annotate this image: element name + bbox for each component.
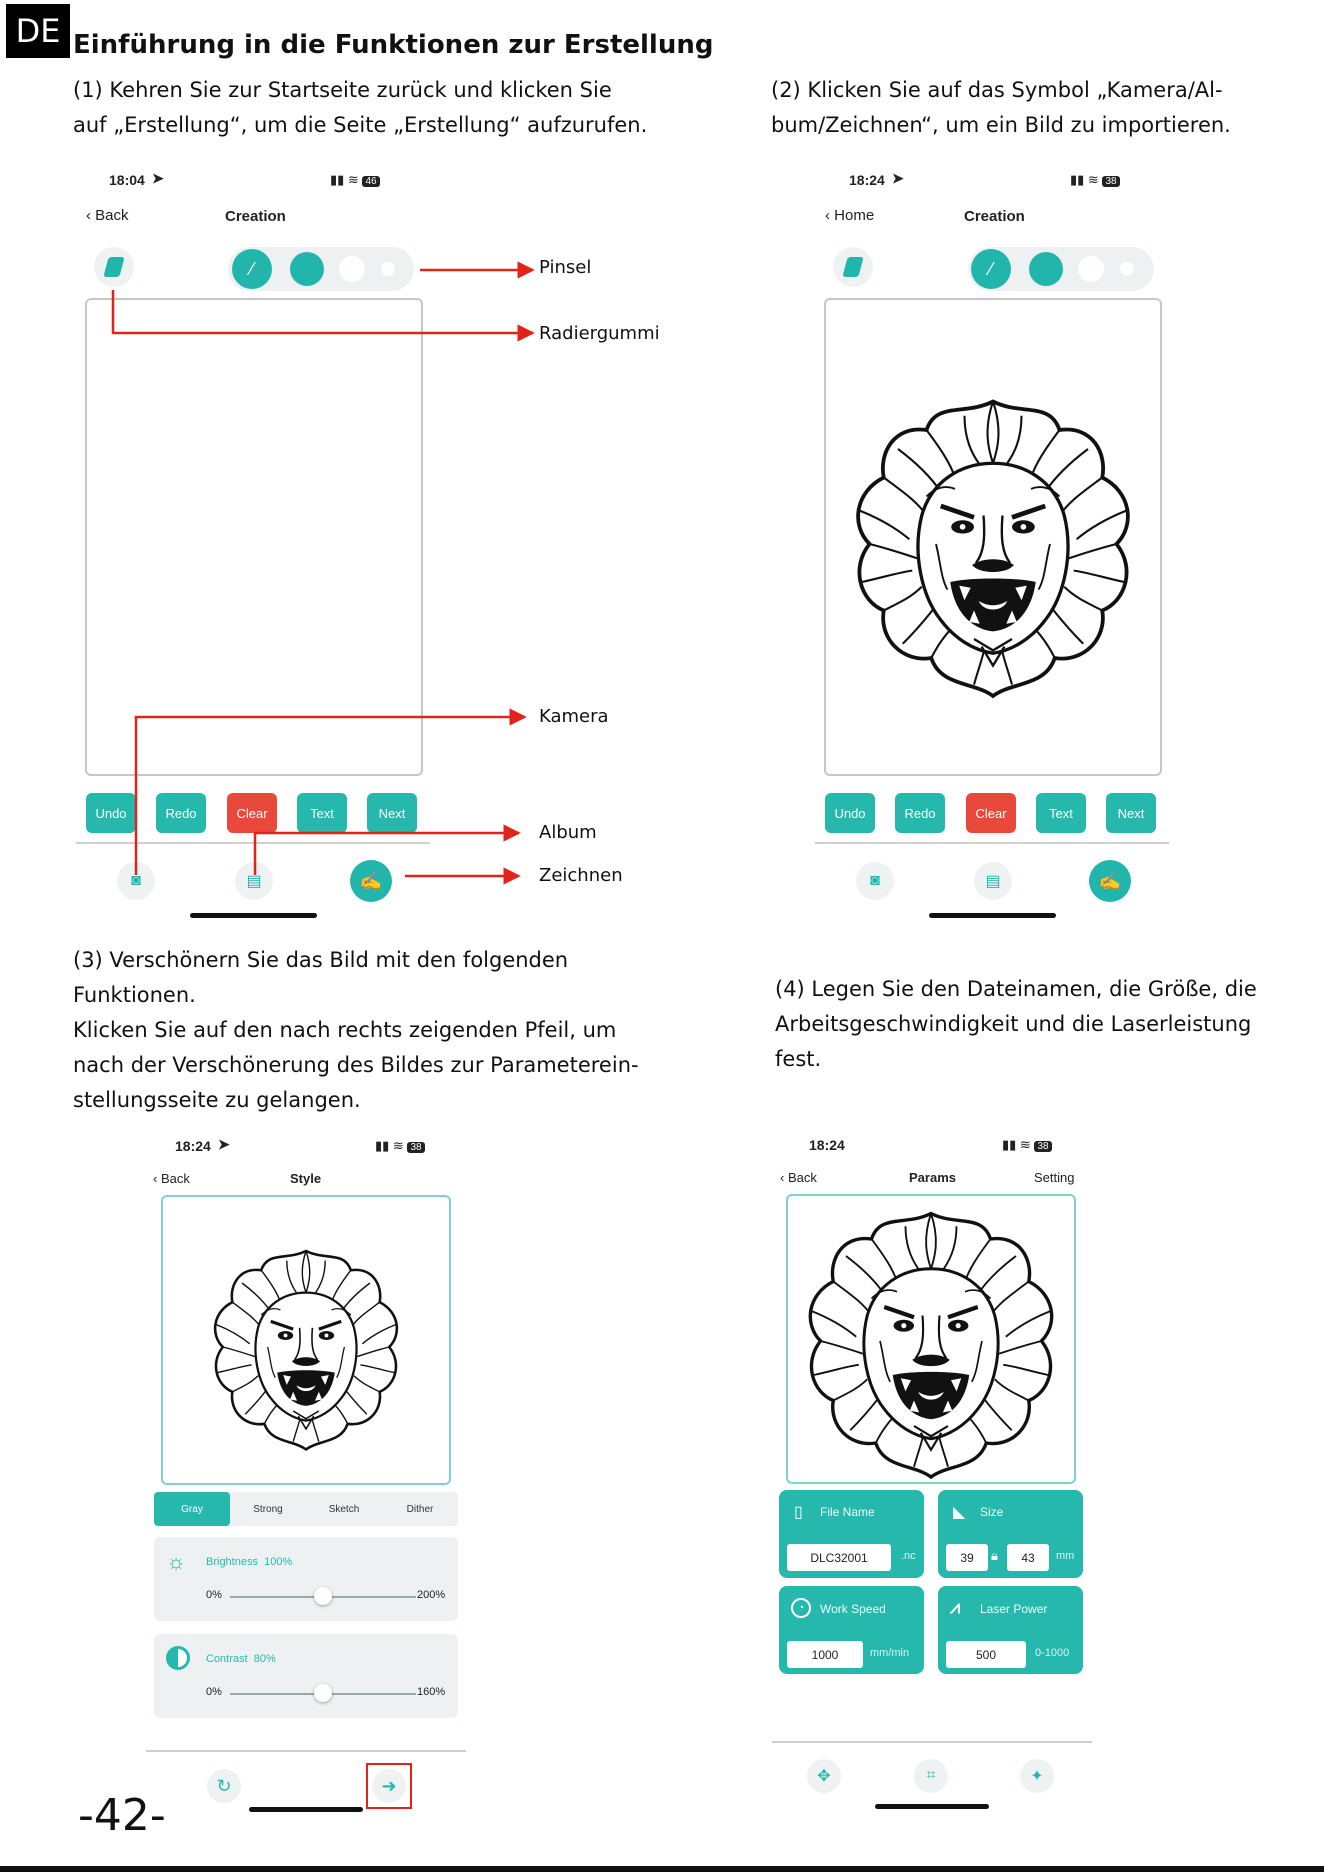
language-badge: DE: [6, 4, 70, 58]
eraser-button[interactable]: [833, 247, 873, 287]
file-extension: .nc: [901, 1550, 916, 1562]
image-preview: [786, 1194, 1076, 1484]
frame-icon: ⌗: [926, 1767, 936, 1784]
speed-gauge-icon: ◔: [791, 1598, 811, 1618]
callout-album: Album: [539, 822, 597, 843]
width-input[interactable]: 39: [946, 1544, 988, 1571]
callout-draw: Zeichnen: [539, 865, 623, 886]
undo-button[interactable]: Undo: [825, 793, 875, 833]
move-arrows-icon: ✥: [817, 1768, 831, 1785]
callout-camera: Kamera: [539, 706, 609, 727]
arrow-to-camera: [136, 717, 525, 875]
callout-eraser: Radiergummi: [539, 323, 660, 344]
contrast-label: Contrast 80%: [206, 1653, 276, 1665]
work-speed-input[interactable]: 1000: [787, 1641, 863, 1668]
brightness-min: 0%: [206, 1589, 222, 1601]
style-tabs: [154, 1492, 458, 1526]
work-speed-label: Work Speed: [820, 1602, 886, 1616]
section-heading: Einführung in die Funktionen zur Erstellung: [73, 30, 714, 60]
divider: [815, 842, 1169, 844]
file-icon: ▯: [794, 1504, 803, 1521]
tab-dither[interactable]: Dither: [406, 1503, 434, 1515]
draw-button[interactable]: [1089, 860, 1131, 902]
location-arrow-icon: ➤: [152, 170, 164, 186]
next-arrow-button[interactable]: [372, 1769, 406, 1803]
status-time: 18:04: [109, 172, 145, 188]
tab-gray[interactable]: Gray: [154, 1492, 230, 1526]
camera-button[interactable]: [856, 862, 894, 900]
contrast-icon: [166, 1646, 190, 1670]
image-preview: [161, 1195, 451, 1485]
signal-wifi-battery-icon: ▮▮ ≋ 38: [1070, 172, 1120, 188]
pen-icon: ✍: [1098, 870, 1122, 891]
laser-icon: ✦: [1030, 1768, 1044, 1785]
laser-power-input[interactable]: 500: [946, 1641, 1026, 1668]
page-title: Creation: [964, 208, 1025, 225]
tab-sketch[interactable]: Sketch: [328, 1503, 360, 1515]
album-icon: ▤: [246, 873, 262, 890]
brush-icon[interactable]: ⁄: [232, 249, 272, 289]
album-icon: ▤: [985, 873, 1001, 890]
power-wave-icon: ⩘: [950, 1597, 961, 1617]
lion-image: [788, 1196, 1074, 1482]
next-button[interactable]: Next: [1106, 793, 1156, 833]
page-title: Style: [290, 1171, 322, 1186]
laser-power-label: Laser Power: [980, 1602, 1048, 1616]
lion-image: [163, 1197, 449, 1483]
setting-button[interactable]: Setting: [1034, 1170, 1075, 1185]
status-time: 18:24: [809, 1137, 845, 1153]
reset-button[interactable]: [207, 1769, 241, 1803]
contrast-max: 160%: [417, 1686, 446, 1698]
status-time: 18:24: [175, 1138, 211, 1154]
text-button[interactable]: Text: [1036, 793, 1086, 833]
lock-icon[interactable]: 🔒︎: [991, 1548, 998, 1563]
clear-button[interactable]: Clear: [966, 793, 1016, 833]
brightness-panel: [154, 1537, 458, 1621]
move-button[interactable]: [807, 1759, 841, 1793]
status-time: 18:24: [849, 172, 885, 188]
back-button[interactable]: ‹ Back: [780, 1170, 817, 1185]
back-button[interactable]: ‹ Back: [86, 207, 129, 224]
signal-wifi-battery-icon: ▮▮ ≋ 38: [1002, 1137, 1052, 1153]
step-1-text: (1) Kehren Sie zur Startseite zurück und klicken Sie auf „Erstellung“, um die Seite „Erstellung“ aufzurufen.: [73, 78, 648, 137]
arrow-to-album: [255, 833, 519, 875]
callout-brush: Pinsel: [539, 257, 592, 278]
clear-button[interactable]: Clear: [227, 793, 277, 833]
file-name-input[interactable]: DLC32001: [787, 1544, 891, 1571]
page-title: Creation: [225, 208, 286, 225]
home-back-button[interactable]: ‹ Home: [825, 207, 875, 224]
page-number: -42-: [78, 1790, 166, 1841]
signal-wifi-battery-icon: ▮▮ ≋ 38: [375, 1138, 425, 1154]
home-indicator: [249, 1807, 363, 1812]
home-indicator: [929, 913, 1056, 918]
eraser-icon: [842, 257, 863, 277]
back-button[interactable]: ‹ Back: [153, 1171, 190, 1186]
next-button[interactable]: Next: [367, 793, 417, 833]
redo-button[interactable]: Redo: [895, 793, 945, 833]
tab-strong[interactable]: Strong: [253, 1503, 283, 1515]
step-4-text: (4) Legen Sie den Dateinamen, die Größe, die Arbeitsgeschwindigkeit und die Laserleistung fest.: [775, 977, 1257, 1071]
contrast-panel: [154, 1634, 458, 1718]
contrast-min: 0%: [206, 1686, 222, 1698]
size-unit: mm: [1056, 1550, 1075, 1562]
camera-icon: ◙: [870, 872, 880, 889]
brightness-icon: ☼: [166, 1549, 187, 1574]
undo-button[interactable]: Undo: [86, 793, 136, 833]
brush-size-small[interactable]: [1120, 262, 1134, 276]
frame-button[interactable]: [914, 1759, 948, 1793]
divider: [772, 1741, 1092, 1743]
lion-image: [826, 300, 1160, 774]
pen-icon: ✍: [359, 870, 383, 891]
height-input[interactable]: 43: [1007, 1544, 1049, 1571]
divider: [146, 1750, 466, 1752]
arrow-to-eraser: [113, 290, 533, 333]
file-name-label: File Name: [820, 1505, 875, 1519]
text-button[interactable]: Text: [297, 793, 347, 833]
redo-button[interactable]: Redo: [156, 793, 206, 833]
brightness-slider-thumb[interactable]: [314, 1587, 332, 1605]
brush-size-medium[interactable]: [1078, 256, 1104, 282]
drawing-canvas[interactable]: [824, 298, 1162, 776]
bottom-rule: [0, 1866, 1324, 1872]
location-arrow-icon: ➤: [892, 170, 904, 186]
brush-icon[interactable]: ⁄: [971, 249, 1011, 289]
size-label: Size: [980, 1505, 1004, 1519]
home-indicator: [875, 1804, 989, 1809]
start-engrave-button[interactable]: [1020, 1759, 1054, 1793]
laser-power-range: 0-1000: [1035, 1647, 1070, 1659]
signal-wifi-battery-icon: ▮▮ ≋ 46: [330, 172, 380, 188]
page-title: Params: [909, 1170, 956, 1185]
album-button[interactable]: [974, 862, 1012, 900]
ruler-icon: ◣: [953, 1504, 966, 1521]
contrast-slider-thumb[interactable]: [314, 1684, 332, 1702]
location-arrow-icon: ➤: [218, 1136, 230, 1152]
brightness-label: Brightness 100%: [206, 1556, 293, 1568]
work-speed-unit: mm/min: [870, 1647, 910, 1659]
brightness-max: 200%: [417, 1589, 446, 1601]
camera-icon: ◙: [131, 872, 141, 889]
step-3-text: (3) Verschönern Sie das Bild mit den folgenden Funktionen. Klicken Sie auf den nach rechts zeigenden Pfeil, um nach der Verschönerung des Bildes zur Parameterein- stellungsseite zu gelangen.: [73, 948, 639, 1112]
refresh-icon: ↻: [216, 1775, 232, 1796]
arrow-right-icon: ➜: [381, 1775, 397, 1796]
step-2-text: (2) Klicken Sie auf das Symbol „Kamera/Al- bum/Zeichnen“, um ein Bild zu importieren.: [771, 78, 1231, 137]
brush-size-large[interactable]: [1029, 252, 1063, 286]
